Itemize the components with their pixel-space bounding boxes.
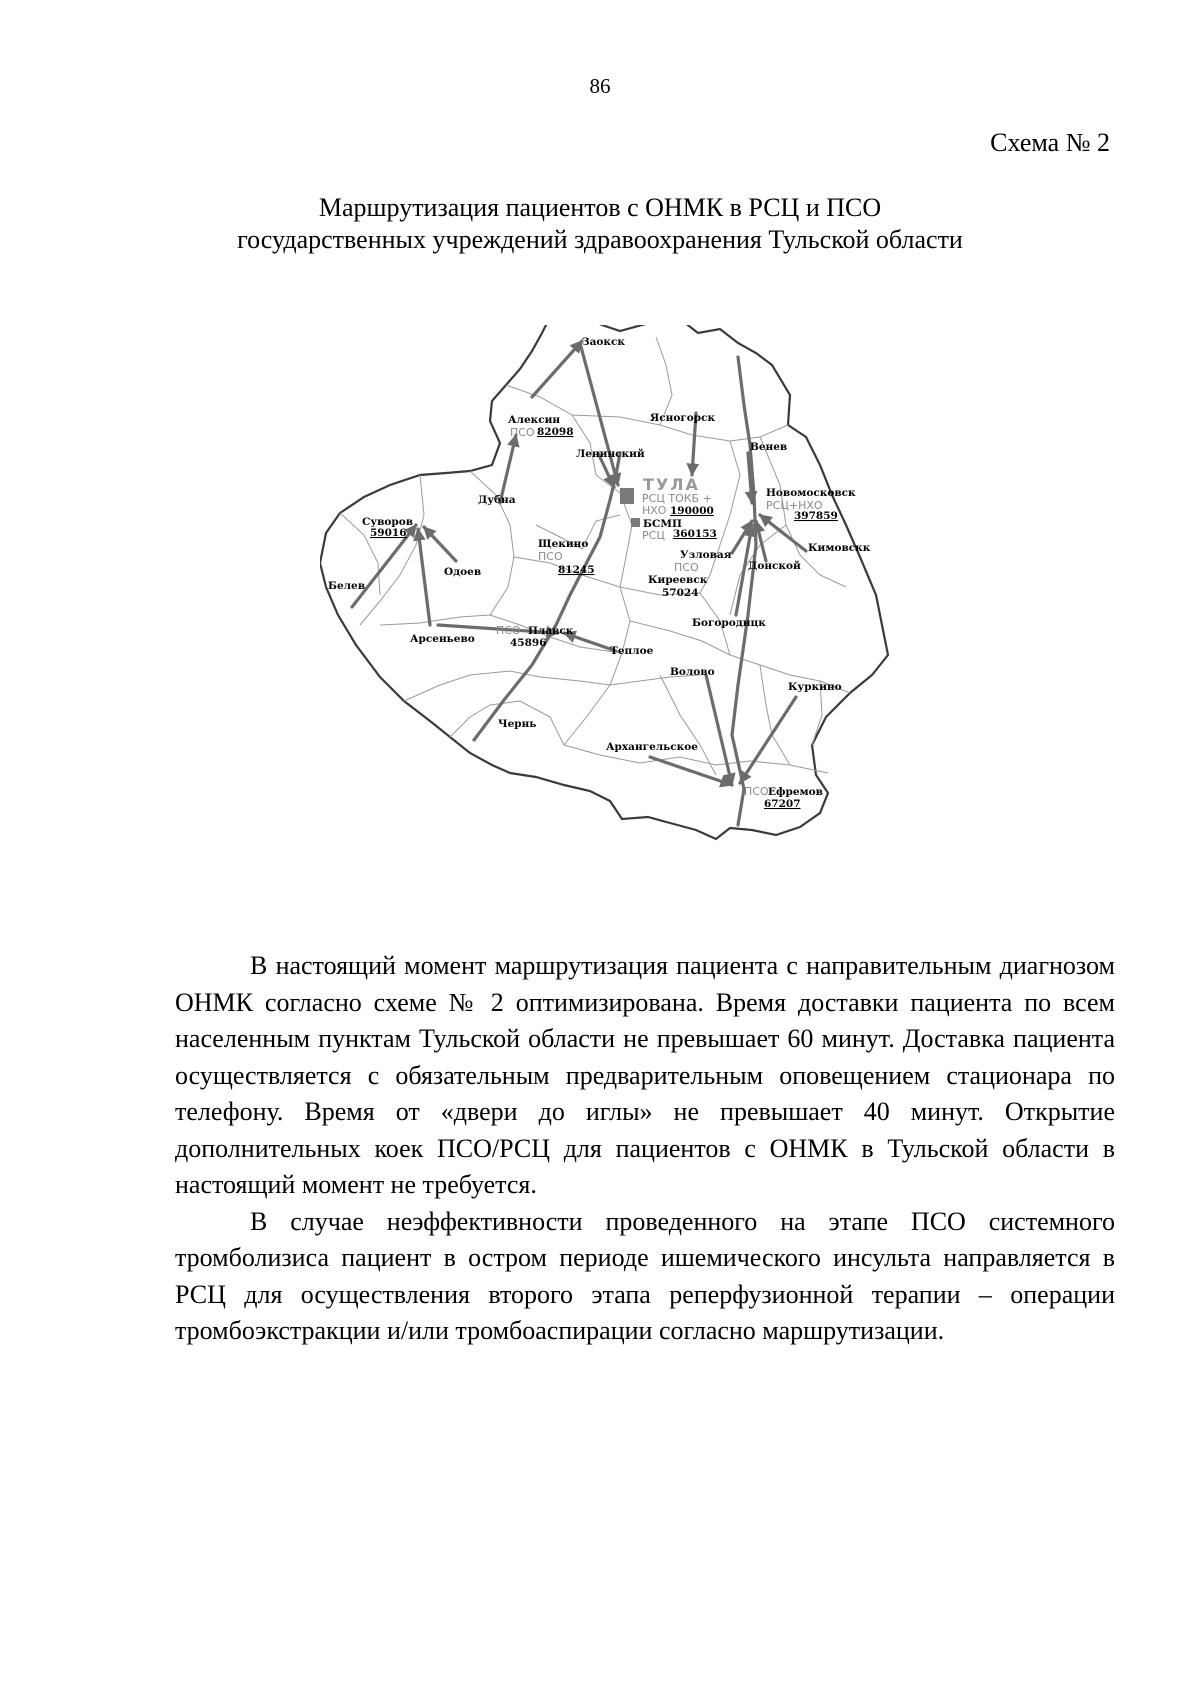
label-kireevsk-pop: 57024 [662, 587, 699, 599]
label-kurkino: Куркино [788, 681, 842, 693]
tula-rsc-marker [620, 488, 634, 504]
title-line-1: Маршрутизация пациентов с ОНМК в РСЦ и ПСО [318, 193, 882, 222]
scheme-label: Схема № 2 [990, 128, 1110, 157]
label-shchekino-pso: ПСО [538, 550, 563, 563]
label-teploe: Теплое [610, 645, 654, 657]
label-shchekino: Щекино [538, 538, 589, 550]
label-shchekino-pop: 81245 [558, 564, 595, 576]
document-title [0, 192, 1200, 256]
label-uzlovaya: Узловая [680, 549, 732, 561]
title-line-2: государственных учреждений здравоохранения Тульской области [237, 225, 963, 254]
label-donskoy: Донской [748, 560, 801, 572]
label-uzlovaya-pso: ПСО [674, 561, 699, 574]
label-leninsky: Ленинский [576, 448, 645, 460]
label-suvorov-pop: 59016 [370, 527, 407, 539]
label-kireevsk: Киреевск [648, 574, 708, 586]
bsmp-marker [631, 518, 640, 527]
paragraph-2: В случае неэффективности проведенного на этапе ПСО системного тромболизиса пациент в остром периоде ишемического инсульта направляется в РСЦ для осуществления второго этапа реперфузионной терапии – операции тромбоэкстракции и/или тромбоаспирации согласно маршрутизации. [175, 1206, 1115, 1345]
label-odoev: Одоев [444, 566, 482, 578]
label-arsenyevo: Арсеньево [410, 633, 475, 645]
label-aleksin-pop: 82098 [537, 426, 574, 438]
label-dubna: Дубна [478, 494, 516, 506]
label-novomoskovsk-pop: 397859 [794, 510, 838, 522]
label-yasnogorsk: Ясногорск [650, 412, 716, 424]
label-bsmp-pop: 360153 [673, 528, 717, 540]
paragraph-1: В настоящий момент маршрутизация пациента с направительным диагнозом ОНМК согласно схеме № 2 оптимизирована. Время доставки пациента по всем населенным пунктам Тульской области не превышает 60 минут. Доставка пациента осуществляется с обязательным предварительным оповещением стационара по телефону. Время от «двери до иглы» не превышает 40 минут. Открытие дополнительных коек ПСО/РСЦ для пациентов с ОНМК в Тульской области в настоящий момент не требуется. [175, 951, 1115, 1199]
label-rsc-tokb: РСЦ ТОКБ + [642, 492, 712, 505]
page-number: 86 [589, 74, 611, 98]
label-chern: Чернь [498, 718, 537, 730]
label-plavsk-pop: 45896 [510, 637, 547, 649]
label-nho: НХО [642, 504, 667, 517]
label-tula-pop: 190000 [670, 505, 714, 517]
label-tula: ТУЛА [643, 475, 700, 494]
routing-map [320, 325, 960, 920]
label-arkhangelskoe: Архангельское [606, 741, 698, 753]
label-bogoroditsk: Богородицк [692, 617, 766, 629]
label-efremov-pop: 67207 [764, 798, 801, 810]
body-text [175, 948, 1115, 1350]
label-plavsk-pso: ПСО [496, 624, 521, 637]
label-zaoksk: Заокск [582, 336, 625, 348]
label-aleksin-pso: ПСО [510, 426, 535, 439]
label-rsc-bsmp: РСЦ [642, 529, 665, 542]
label-belev: Белев [328, 580, 366, 592]
label-bsmp: БСМП [643, 518, 682, 530]
label-kimovsk: Кимовскк [808, 542, 871, 554]
label-novomoskovsk-rsc: РСЦ+НХО [766, 499, 823, 512]
label-suvorov: Суворов [362, 516, 414, 528]
label-venev: Венев [750, 441, 788, 453]
label-efremov: Ефремов [768, 786, 823, 798]
label-volovo: Волово [670, 666, 715, 678]
label-novomoskovsk: Новомосковск [766, 487, 856, 499]
label-efremov-pso: ПСО [744, 785, 769, 798]
label-aleksin: Алексин [508, 414, 561, 426]
label-plavsk: Плавск [528, 625, 574, 637]
